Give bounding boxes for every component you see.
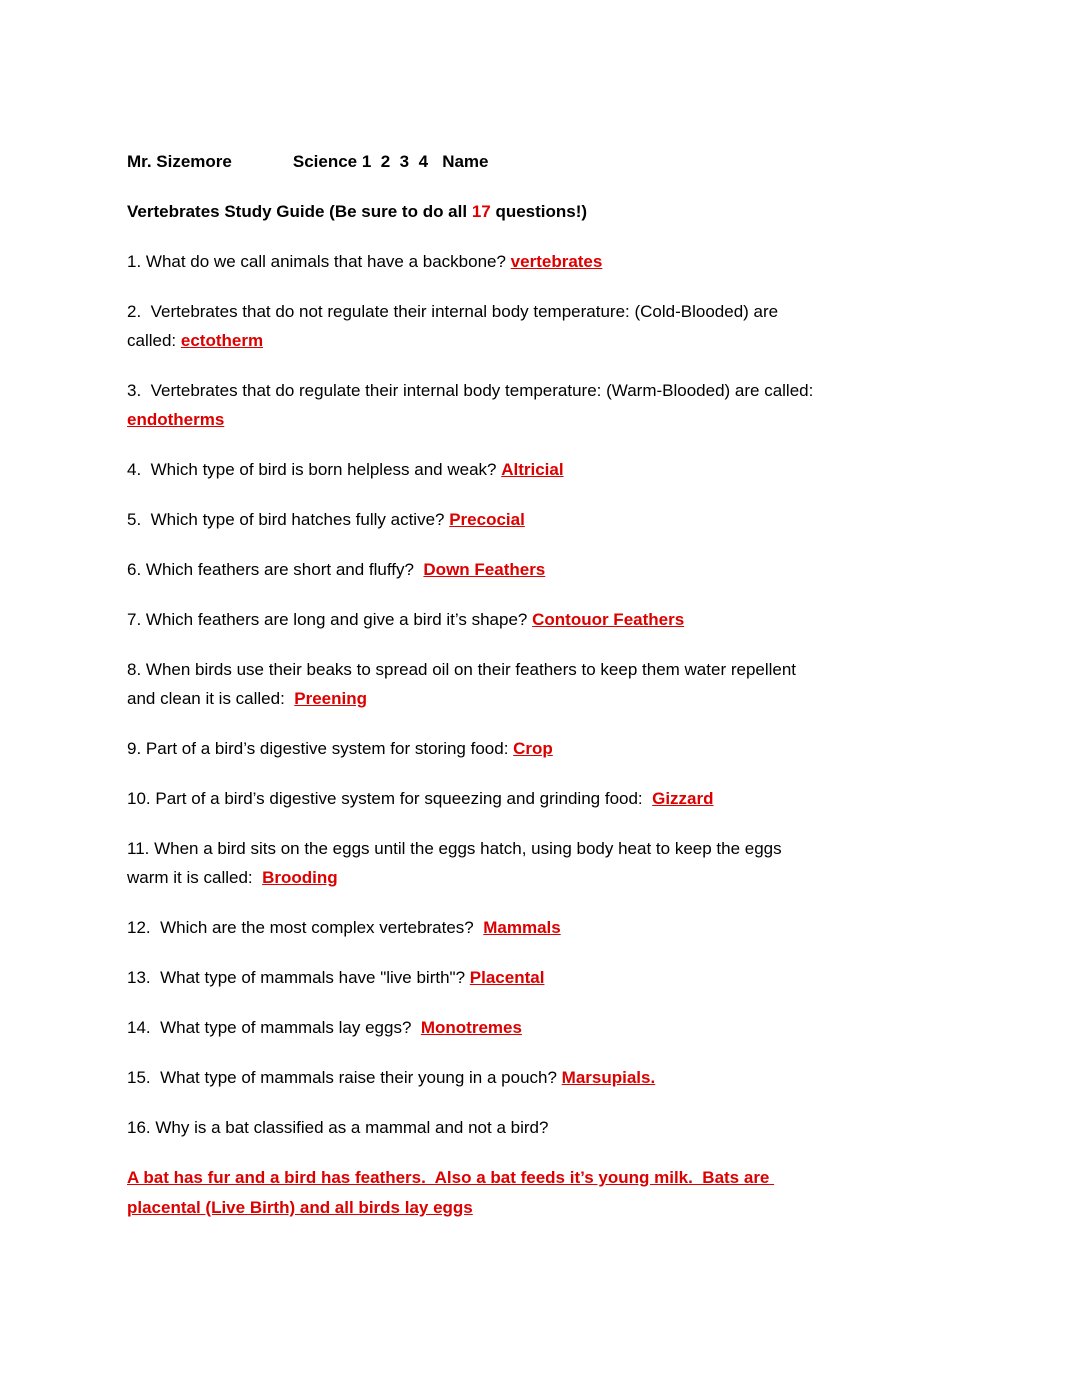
question-14-text: 14. What type of mammals lay eggs? bbox=[127, 1018, 421, 1037]
question-9-text: 9. Part of a bird’s digestive system for storing food: bbox=[127, 739, 514, 758]
title-text-post: questions!) bbox=[490, 202, 588, 221]
document-header bbox=[127, 147, 820, 176]
question-9 bbox=[127, 734, 820, 763]
question-6 bbox=[127, 555, 820, 584]
question-11-answer: Brooding bbox=[262, 868, 338, 887]
question-9-answer: Crop bbox=[513, 739, 553, 758]
question-3-text: 3. Vertebrates that do regulate their internal body temperature: (Warm-Blooded) are called: bbox=[127, 381, 819, 400]
teacher-name: Mr. Sizemore bbox=[127, 152, 232, 171]
question-6-answer: Down Feathers bbox=[423, 560, 546, 579]
header-course-and-name: Science 1 2 3 4 Name bbox=[292, 152, 489, 171]
question-7-text: 7. Which feathers are long and give a bird it’s shape? bbox=[127, 610, 533, 629]
question-15-text: 15. What type of mammals raise their young in a pouch? bbox=[127, 1068, 562, 1087]
question-2-text: 2. Vertebrates that do not regulate their internal body temperature: (Cold-Blooded) are called: bbox=[127, 302, 783, 350]
question-10-text: 10. Part of a bird’s digestive system for squeezing and grinding food: bbox=[127, 789, 653, 808]
question-13-text: 13. What type of mammals have "live birth"? bbox=[127, 968, 470, 987]
title-question-count: 17 bbox=[471, 202, 491, 221]
title-text-pre: Vertebrates Study Guide (Be sure to do all bbox=[127, 202, 472, 221]
question-14-answer: Monotremes bbox=[420, 1018, 522, 1037]
question-16 bbox=[127, 1113, 820, 1142]
question-3 bbox=[127, 376, 820, 434]
question-13 bbox=[127, 963, 820, 992]
question-2-answer: ectotherm bbox=[180, 331, 264, 350]
question-7-answer: Contouor Feathers bbox=[532, 610, 685, 629]
question-13-answer: Placental bbox=[469, 968, 545, 987]
question-3-answer: endotherms bbox=[127, 410, 225, 429]
question-10 bbox=[127, 784, 820, 813]
question-8 bbox=[127, 655, 820, 713]
question-1-text: 1. What do we call animals that have a backbone? bbox=[127, 252, 511, 271]
question-15-answer: Marsupials. bbox=[561, 1068, 656, 1087]
question-8-answer: Preening bbox=[294, 689, 368, 708]
question-5-text: 5. Which type of bird hatches fully active? bbox=[127, 510, 450, 529]
question-11 bbox=[127, 834, 820, 892]
question-4-answer: Altricial bbox=[501, 460, 564, 479]
question-11-text: 11. When a bird sits on the eggs until the eggs hatch, using body heat to keep the eggs warm it is called: bbox=[127, 839, 787, 887]
question-10-answer: Gizzard bbox=[652, 789, 714, 808]
question-4-text: 4. Which type of bird is born helpless and weak? bbox=[127, 460, 502, 479]
document-title bbox=[127, 197, 820, 226]
question-4 bbox=[127, 455, 820, 484]
question-6-text: 6. Which feathers are short and fluffy? bbox=[127, 560, 424, 579]
question-5-answer: Precocial bbox=[449, 510, 525, 529]
question-16-answer: A bat has fur and a bird has feathers. Also a bat feeds it’s young milk. Bats are placental (Live Birth) and all birds lay eggs bbox=[127, 1168, 775, 1217]
question-1 bbox=[127, 247, 820, 276]
question-1-answer: vertebrates bbox=[510, 252, 603, 271]
question-7 bbox=[127, 605, 820, 634]
question-15 bbox=[127, 1063, 820, 1092]
question-12-text: 12. Which are the most complex vertebrates? bbox=[127, 918, 484, 937]
question-16-text: 16. Why is a bat classified as a mammal and not a bird? bbox=[127, 1118, 549, 1137]
question-12-answer: Mammals bbox=[483, 918, 561, 937]
question-5 bbox=[127, 505, 820, 534]
question-12 bbox=[127, 913, 820, 942]
question-2 bbox=[127, 297, 820, 355]
question-14 bbox=[127, 1013, 820, 1042]
question-8-text: 8. When birds use their beaks to spread oil on their feathers to keep them water repellent and clean it is called: bbox=[127, 660, 801, 708]
